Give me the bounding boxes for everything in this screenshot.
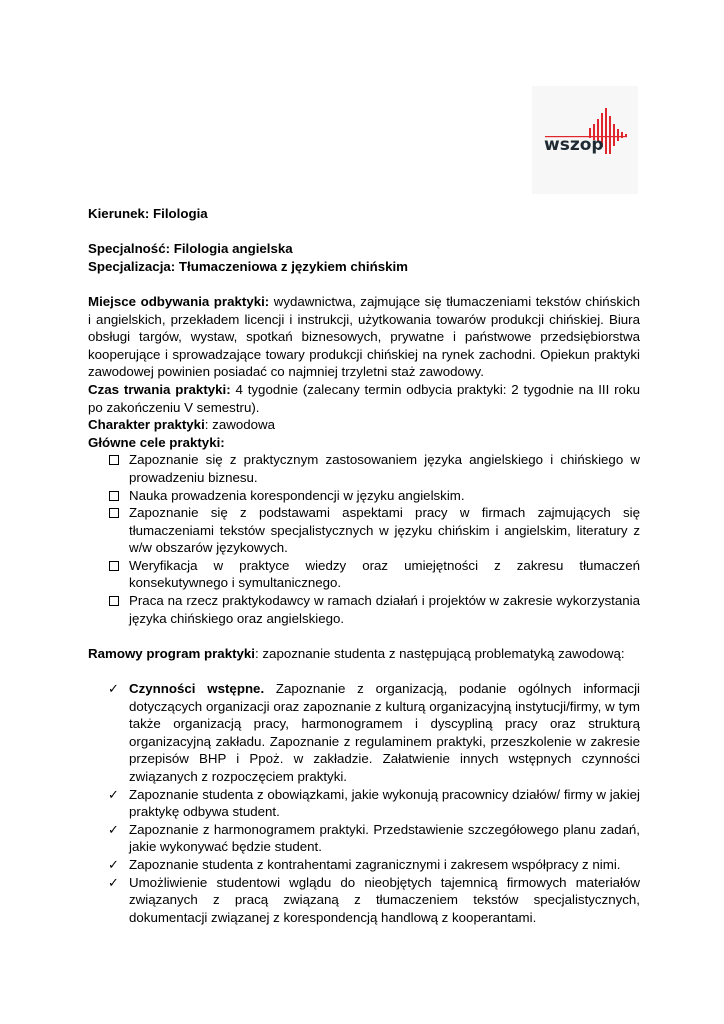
charakter-paragraph (88, 416, 640, 434)
checkmark-icon: ✓ (108, 856, 119, 872)
checkmark-icon: ✓ (108, 874, 119, 890)
miejsce-paragraph (88, 293, 640, 381)
checkbox-icon (109, 451, 119, 470)
checkmark-icon: ✓ (108, 681, 119, 697)
ramowy-paragraph (88, 645, 640, 663)
czas-paragraph (88, 381, 640, 416)
list-item: ✓ Zapoznanie studenta z kontrahentami zagranicznymi i zakresem współpracy z nimi. (108, 856, 621, 872)
charakter-label: Charakter praktyki (88, 417, 205, 433)
list-item: Zapoznanie się z podstawami aspektami pracy w firmach zajmujących się tłumaczeniami tekstów specjalistycznych w języku chińskim i angielskim, literatury z w/w obszarów językowych. (88, 504, 640, 557)
checkbox-icon (109, 592, 119, 611)
list-item: ✓ Zapoznanie studenta z obowiązkami, jakie wykonują pracownicy działów/ firmy w jakiej praktykę odbywa student. (108, 786, 640, 820)
checkmark-icon: ✓ (108, 821, 119, 837)
ramowy-label: Ramowy program praktyki (88, 645, 256, 661)
wszop-logo (532, 86, 638, 194)
charakter-text: : zawodowa (204, 417, 275, 433)
checkbox-icon (109, 557, 119, 576)
miejsce-text: wydawnictwa, zajmujące się tłumaczeniami tekstów chińskich i angielskich, przekładem licencji i instrukcji, użytkowania towarów produkcji chińskiej. Biura obsługi targów, wystaw, spotkań biznesowych, prywatne i państwowe przedsiębiorstwa kooperujące i sprowadzające towary produkcji chińskiej na rynek zachodni. Opiekun praktyki zawodowej powinien posiadać co najmniej trzyletni staż zawodowy. (88, 293, 640, 380)
czas-label: Czas trwania praktyki: (88, 381, 231, 397)
specjalizacja-heading: Specjalizacja: Tłumaczeniowa z językiem chińskim (88, 258, 408, 274)
kierunek-heading: Kierunek: Filologia (88, 206, 208, 221)
czas-text: 4 tygodnie (zalecany termin odbycia praktyki: 2 tygodnie na III roku po zakończeniu V semestru). (88, 381, 640, 415)
document-body (88, 205, 640, 926)
list-item: ✓ Czynności wstępne. Zapoznanie z organizacją, podanie ogólnych informacji dotyczących organizacji oraz zapoznanie z kulturą organizacyjną instytucji/firmy, w tym także organizacją pracy, harmonogramem i dyscypliną pracy oraz strukturą organizacyjną zakładu. Zapoznanie z regulaminem praktyki, przeszkolenie w zakresie przepisów BHP i Ppoż. w zakładzie. Załatwienie innych wstępnych czynności związanych z rozpoczęciem praktyki. (108, 681, 640, 784)
list-item: Zapoznanie się z praktycznym zastosowaniem języka angielskiego i chińskiego w prowadzeniu biznesu. (88, 451, 640, 486)
list-item: Weryfikacja w praktyce wiedzy oraz umiejętności z zakresu tłumaczeń konsekutywnego i symultanicznego. (88, 557, 640, 592)
cele-list (88, 451, 640, 627)
checkbox-icon (109, 487, 119, 506)
list-item: ✓ Umożliwienie studentowi wglądu do nieobjętych tajemnicą firmowych materiałów związanych z pracą związaną z tłumaczeniem tekstów specjalistycznych, dokumentacji związanej z korespondencją handlową z kooperantami. (108, 874, 640, 925)
cele-heading: Główne cele praktyki: (88, 434, 225, 450)
miejsce-label: Miejsce odbywania praktyki: (88, 293, 270, 309)
list-item: Nauka prowadzenia korespondencji w języku angielskim. (88, 487, 640, 505)
ramowy-list (88, 680, 640, 926)
ramowy-text: : zapoznanie studenta z następującą problematyką zawodową: (255, 645, 625, 661)
logo-graphic (532, 86, 638, 194)
checkmark-icon: ✓ (108, 786, 119, 802)
logo-text: wszop (544, 135, 604, 155)
list-item: Praca na rzecz praktykodawcy w ramach działań i projektów w zakresie wykorzystania języka chińskiego oraz angielskiego. (88, 592, 640, 627)
checkbox-icon (109, 504, 119, 523)
specjalnosc-heading: Specjalność: Filologia angielska (88, 241, 293, 257)
list-item: ✓ Zapoznanie z harmonogramem praktyki. Przedstawienie szczegółowego planu zadań, jakie wykonywać będzie student. (108, 821, 640, 855)
